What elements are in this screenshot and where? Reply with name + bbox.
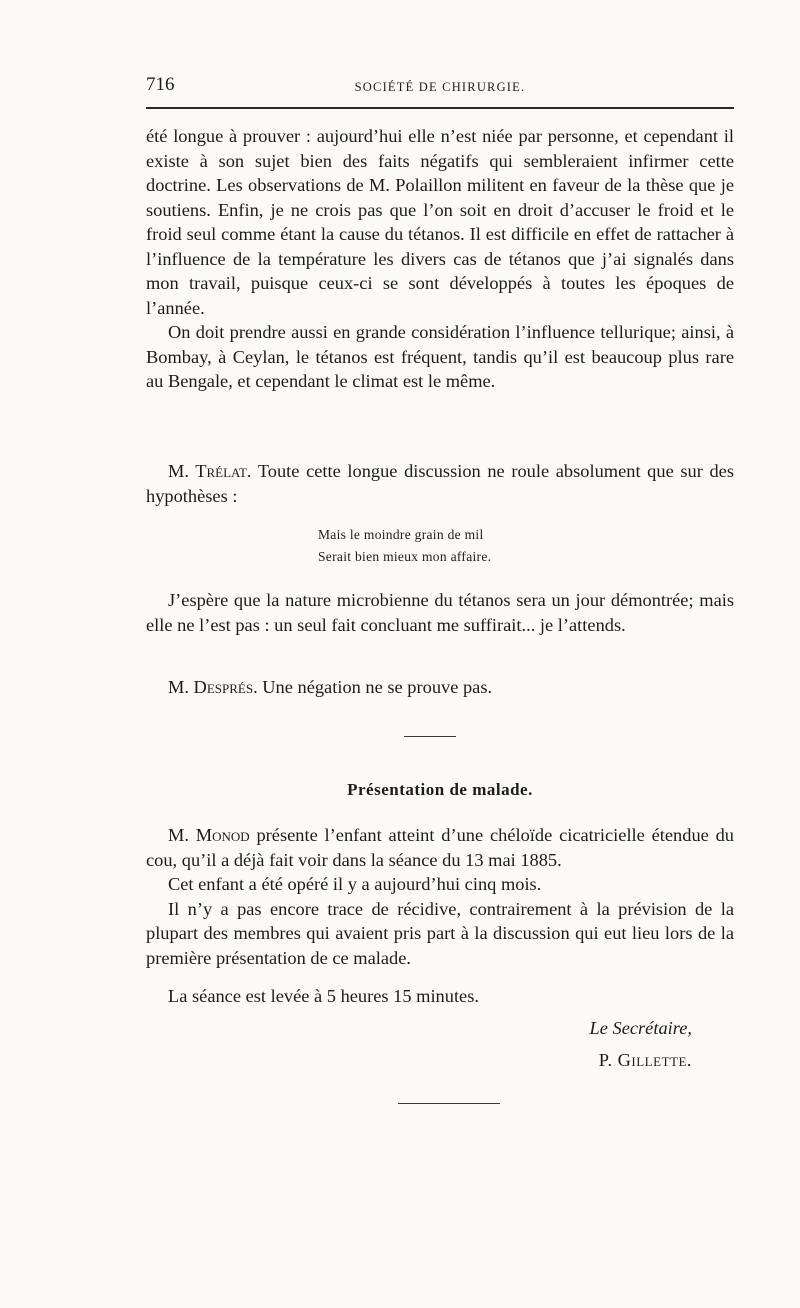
paragraph-operation: Cet enfant a été opéré il y a aujourd’hui cinq mois. [168,874,542,894]
signature-name: P. Gillette. [598,1050,692,1070]
page-number: 716 [146,74,175,95]
paragraph-despres [146,675,734,700]
speaker-trelat: M. Trélat. [168,461,252,481]
signature-role: Le Secrétaire, [589,1018,692,1038]
verse-quote [318,524,491,568]
monod-text: présente l’enfant atteint d’une chéloïde cicatricielle étendue du cou, qu’il a déjà fait voir dans la séance du 13 mai 1885. [146,825,735,870]
paragraph-monod [146,823,734,872]
speaker-monod: M. Monod [168,825,250,845]
trelat-text: Toute cette longue discussion ne roule absolument que sur des hypothèses : [146,461,734,506]
header-rule [146,107,734,109]
body-block-trelat [146,459,734,508]
paragraph-trelat [146,459,734,508]
despres-text: Une négation ne se prouve pas. [257,677,493,697]
body-block-despres [146,675,734,700]
body-block-1 [146,124,734,394]
body-block-monod [146,823,734,970]
speaker-despres: M. Després. [168,677,258,697]
end-rule [398,1103,500,1104]
verse-line-1: Mais le moindre grain de mil [318,527,484,542]
verse-line-2: Serait bien mieux mon affaire. [318,549,492,564]
page-header [146,74,734,102]
section-divider [404,736,456,737]
paragraph-tellurique: On doit prendre aussi en grande considération l’influence tellurique; ainsi, à Bombay, à Ceylan, le tétanos est fréquent, tandis qu’il est beaucoup plus rare au Bengale, et cependant le climat est le même. [146,322,734,391]
paragraph-recidive: Il n’y a pas encore trace de récidive, contrairement à la prévision de la plupart des membres qui avaient pris part à la discussion qui eut lieu lors de la première présentation de ce malade. [146,898,734,968]
running-title: SOCIÉTÉ DE CHIRURGIE. [354,80,526,94]
body-block-closing [146,984,734,1009]
paragraph-microbe: J’espère que la nature microbienne du tétanos sera un jour démontrée; mais elle ne l’est pas : un seul fait concluant me suffirait... je l’attends. [146,590,734,635]
section-heading: Présentation de malade. [347,780,533,799]
body-block-microbe [146,588,734,637]
closing-line: La séance est levée à 5 heures 15 minutes. [168,986,479,1006]
paragraph-continuation: été longue à prouver : aujourd’hui elle n’est niée par personne, et cependant il existe à son sujet bien des faits négatifs qui sembleraient infirmer cette doctrine. Les observations de M. Polaillon militent en faveur de la thèse que je soutiens. Enfin, je ne crois pas que l’on soit en droit d’accuser le froid et le froid seul comme étant la cause du tétanos. Il est difficile en effet de rattacher à l’influence de la température les divers cas de tétanos que j’ai signalés dans mon travail, puisque ceux-ci se sont développés à toutes les époques de l’année. [146,126,734,318]
